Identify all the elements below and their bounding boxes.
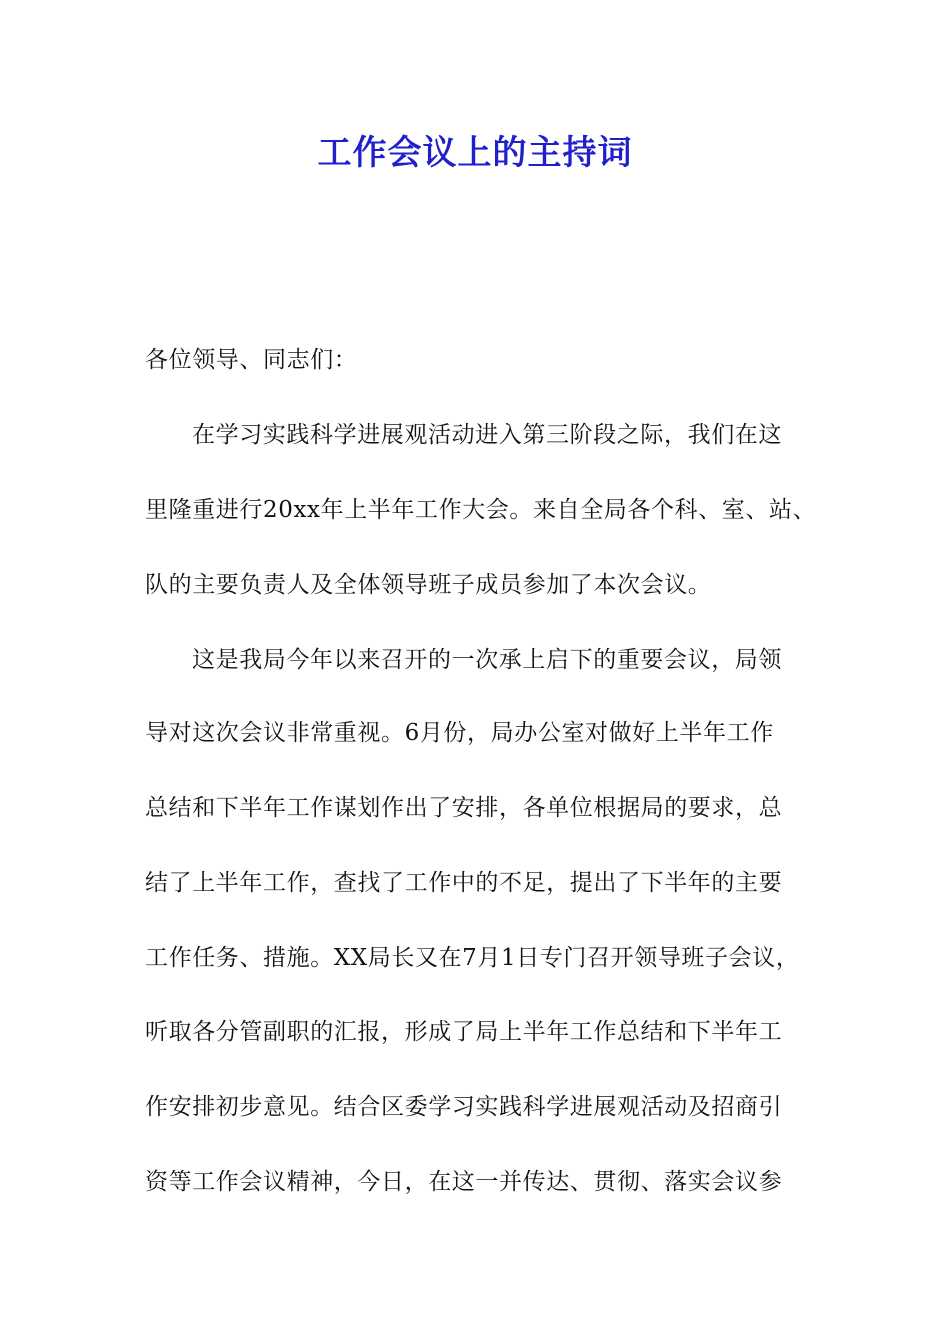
paragraph-line-7: 结了上半年工作，查找了工作中的不足，提出了下半年的主要 [145,870,783,896]
paragraph-line-1: 在学习实践科学进展观活动进入第三阶段之际，我们在这 [192,422,782,448]
paragraph-line-6: 总结和下半年工作谋划作出了安排，各单位根据局的要求，总 [145,795,783,821]
paragraph-line-3: 队的主要负责人及全体领导班子成员参加了本次会议。 [145,572,712,598]
paragraph-line-8: 工作任务、措施。XX局长又在7月1日专门召开领导班子会议， [145,945,800,971]
paragraph-line-4: 这是我局今年以来召开的一次承上启下的重要会议，局领 [192,647,782,673]
paragraph-line-9: 听取各分管副职的汇报，形成了局上半年工作总结和下半年工 [145,1019,783,1045]
paragraph-line-5: 导对这次会议非常重视。6月份，局办公室对做好上半年工作 [145,720,774,746]
salutation: 各位领导、同志们： [145,347,358,373]
paragraph-line-10: 作安排初步意见。结合区委学习实践科学进展观活动及招商引 [145,1094,783,1120]
paragraph-line-2: 里隆重进行20xx年上半年工作大会。来自全局各个科、室、站、 [145,497,817,523]
document-title: 工作会议上的主持词 [317,133,633,173]
paragraph-line-11: 资等工作会议精神，今日，在这一并传达、贯彻、落实会议参 [145,1169,783,1195]
